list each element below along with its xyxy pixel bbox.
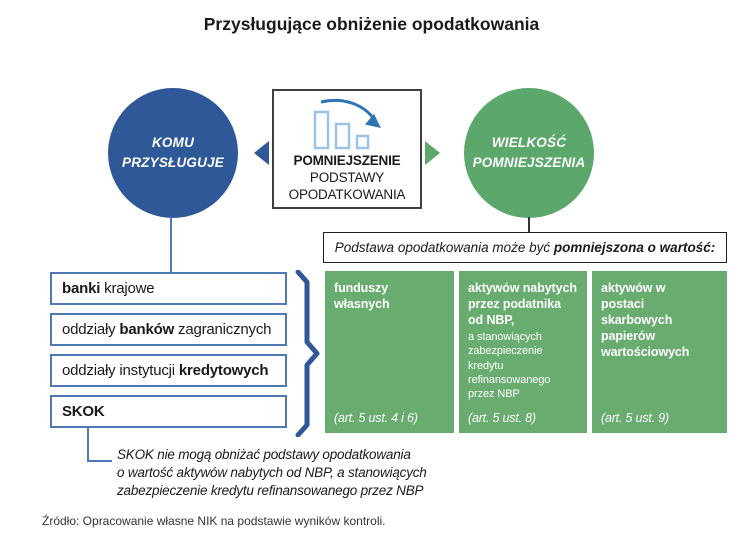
amount-connector-line [528,217,530,233]
entity-text: oddziały instytucji [62,362,179,379]
condition-text-normal: Podstawa opodatkowania może być [334,240,554,255]
skok-note-line: SKOK nie mogą obniżać podstawy opodatkowania [117,447,411,462]
flow-arrow-left-icon [254,141,269,165]
bar-chart-decline-icon [305,96,389,152]
who-circle-label: KOMU PRZYSŁUGUJE [122,134,224,170]
reduction-title: aktywów w postaci skarbowych papierów wartościowych [601,281,690,359]
entity-text: SKOK [62,403,105,420]
condition-text-bold: pomniejszona o wartość: [553,240,716,255]
skok-note-line: zabezpieczenie kredytu refinansowanego przez NBP [117,483,424,498]
reduction-ref: (art. 5 ust. 9) [601,411,669,425]
reduction-box-papiery [592,271,727,433]
reduction-center-box [272,89,422,209]
entity-box-oddzialy-bankow [50,313,287,346]
entity-text: banków [119,321,175,338]
entity-box-banki-krajowe [50,272,287,305]
brace-icon [294,270,320,437]
page-title: Przysługujące obniżenie opodatkowania [203,14,540,34]
center-box-line2: PODSTAWY [309,170,385,185]
reduction-title: funduszy własnych [334,281,390,311]
flow-arrow-right-icon [425,141,440,165]
condition-box [323,232,727,263]
who-connector-line [170,217,172,273]
entity-text: oddziały [62,321,120,338]
amount-circle [464,88,594,218]
who-circle [108,88,238,218]
source-note: Źródło: Opracowanie własne NIK na podstawie wyników kontroli. [42,514,386,528]
reduction-box-aktywa-nbp [459,271,587,433]
skok-note-line: o wartość aktywów nabytych od NBP, a stanowiących [117,465,427,480]
reduction-ref: (art. 5 ust. 4 i 6) [334,411,418,425]
center-box-line1: POMNIEJSZENIE [293,153,401,168]
reduction-ref: (art. 5 ust. 8) [468,411,536,425]
reduction-title: aktywów nabytych przez podatnika od NBP, [468,281,577,327]
note-connector-hline [87,460,112,462]
note-connector-vline [87,428,89,462]
center-box-line3: OPODATKOWANIA [288,187,406,202]
entity-box-skok [50,395,287,428]
amount-circle-label: WIELKOŚĆ POMNIEJSZENIA [472,134,586,170]
reduction-subtitle: a stanowiących zabezpieczenie kredytu refinansowanego przez NBP [468,331,551,401]
reduction-box-fundusze [325,271,454,433]
entity-text: kredytowych [178,362,269,379]
entity-box-instytucje-kredytowe [50,354,287,387]
entity-text: banki [62,280,101,297]
skok-note [117,446,427,500]
entity-text: krajowe [100,280,155,297]
entity-text: zagranicznych [174,321,272,338]
